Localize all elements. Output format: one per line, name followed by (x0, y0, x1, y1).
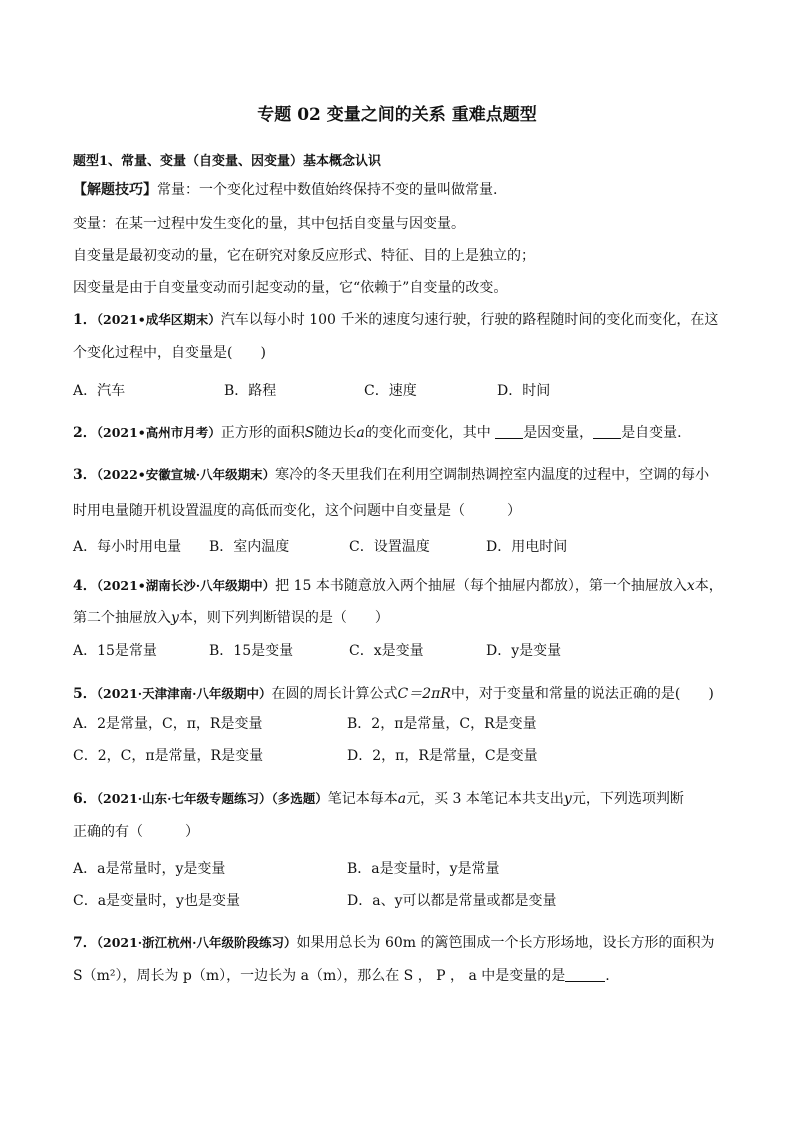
tip-label: 【解题技巧】 (73, 182, 157, 198)
section-heading: 题型1、常量、变量（自变量、因变量）基本概念认识 (73, 154, 382, 169)
question-text: 如果用总长为 60m 的篱笆围成一个长方形场地，设长方形的面积为 (296, 935, 715, 951)
question-6-line-1 (73, 789, 733, 809)
question-number: 3． (73, 467, 97, 483)
question-text: 第二个抽屉放入 (73, 610, 171, 626)
q6-option-b[interactable]: B．a是变量时，y是常量 (347, 861, 500, 877)
question-text: 把 15 本书随意放入两个抽屉（每个抽屉内都放），第一个抽屉放入 (275, 578, 687, 594)
q5-option-b[interactable]: B．2，π是常量，C，R是变量 (347, 716, 537, 732)
question-text: 元，下列选项判断 (571, 791, 684, 807)
variable-x: x (686, 578, 695, 594)
question-text: 元，买 3 本笔记本共支出 (406, 791, 564, 807)
q3-option-b[interactable]: B．室内温度 (209, 539, 290, 555)
question-7-line-1 (73, 933, 733, 953)
question-source: （2021•高州市月考） (96, 425, 221, 440)
question-number: 1． (73, 312, 97, 328)
question-text: 寒冷的冬天里我们在利用空调制热调控室内温度的过程中，空调的每小 (275, 467, 710, 483)
answer-blank[interactable] (565, 967, 605, 982)
question-source: （2021·天津津南·八年级期中） (96, 686, 272, 701)
variable-s: S (304, 425, 315, 441)
question-text: 随边长 (314, 425, 357, 441)
definition-variable: 变量：在某一过程中发生变化的量，其中包括自变量与因变量。 (73, 216, 465, 232)
answer-blank-2[interactable] (593, 424, 621, 439)
question-source: （2022•安徽宣城·八年级期末） (96, 467, 276, 482)
question-text: S（m²），周长为 p（m），一边长为 a（m），那么在 S ， P ， a 中是变量的是 (73, 968, 566, 984)
q4-option-a[interactable]: A．15是常量 (73, 643, 157, 659)
q6-option-d[interactable]: D．a、y可以都是常量或都是变量 (347, 893, 557, 909)
q3-option-a[interactable]: A．每小时用电量 (73, 539, 182, 555)
question-source: （2021•成华区期末） (96, 312, 221, 327)
question-text: 本，则下列判断错误的是（ ） (178, 610, 389, 626)
question-source: （2021·山东·七年级专题练习）（多选题） (96, 791, 328, 806)
question-text: . (605, 968, 610, 984)
variable-y: y (563, 791, 572, 807)
q3-option-d[interactable]: D．用电时间 (486, 539, 568, 555)
question-number: 4． (73, 578, 97, 594)
q1-option-d[interactable]: D．时间 (497, 383, 551, 399)
q5-option-c[interactable]: C．2，C，π是常量，R是变量 (73, 748, 264, 764)
q1-option-b[interactable]: B．路程 (224, 383, 277, 399)
q3-option-c[interactable]: C．设置温度 (349, 539, 430, 555)
q6-option-c[interactable]: C．a是变量时，y也是变量 (73, 893, 240, 909)
question-number: 6． (73, 791, 97, 807)
tip-text: 常量：一个变化过程中数值始终保持不变的量叫做常量. (157, 182, 498, 198)
question-text: 汽车以每小时 100 千米的速度匀速行驶，行驶的路程随时间的变化而变化，在这 (220, 312, 719, 328)
page-title: 专题 02 变量之间的关系 重难点题型 (257, 105, 537, 125)
question-text: 笔记本每本 (327, 791, 398, 807)
question-1-line-2: 个变化过程中，自变量是( ) (73, 345, 266, 361)
question-text: 在圆的周长计算公式 (271, 686, 398, 702)
question-4-line-2 (73, 608, 733, 628)
q1-option-c[interactable]: C．速度 (364, 383, 417, 399)
question-5-line-1 (73, 684, 733, 704)
question-text: 的变化而变化，其中 (364, 425, 496, 441)
question-number: 5． (73, 686, 97, 702)
question-number: 2． (73, 425, 97, 441)
question-text: 正方形的面积 (220, 425, 305, 441)
question-source: （2021•湖南长沙·八年级期中） (96, 578, 276, 593)
q6-option-a[interactable]: A．a是常量时，y是变量 (73, 861, 226, 877)
question-number: 7． (73, 935, 97, 951)
definition-dependent: 因变量是由于自变量变动而引起变动的量，它“依赖于”自变量的改变。 (73, 280, 508, 296)
variable-a: a (356, 425, 365, 441)
q4-option-b[interactable]: B．15是变量 (209, 643, 294, 659)
question-3-line-2: 时用电量随开机设置温度的高低而变化，这个问题中自变量是（ ） (73, 503, 521, 519)
question-text: 中，对于变量和常量的说法正确的是( ) (450, 686, 714, 702)
question-text: 本， (694, 578, 723, 594)
answer-blank-1[interactable] (495, 424, 523, 439)
question-2-line-1 (73, 423, 733, 443)
q5-option-a[interactable]: A．2是常量，C，π，R是变量 (73, 716, 263, 732)
question-3-line-1 (73, 465, 733, 485)
variable-a: a (397, 791, 407, 807)
question-1-line-1 (73, 310, 733, 330)
question-text: 是自变量. (621, 425, 682, 441)
question-source: （2021·浙江杭州·八年级阶段练习） (96, 935, 297, 950)
question-7-line-2 (73, 966, 733, 986)
definition-independent: 自变量是最初变动的量，它在研究对象反应形式、特征、目的上是独立的； (73, 248, 535, 264)
question-text: 是因变量， (523, 425, 594, 441)
tip-line (73, 180, 733, 200)
question-6-line-2: 正确的有（ ） (73, 824, 199, 840)
q1-option-a[interactable]: A．汽车 (73, 383, 126, 399)
variable-y: y (171, 610, 179, 626)
question-4-line-1 (73, 576, 733, 596)
formula: C＝2πR (397, 686, 451, 702)
q4-option-d[interactable]: D．y是变量 (486, 643, 562, 659)
q5-option-d[interactable]: D．2，π，R是常量，C是变量 (347, 748, 538, 764)
q4-option-c[interactable]: C．x是变量 (349, 643, 424, 659)
